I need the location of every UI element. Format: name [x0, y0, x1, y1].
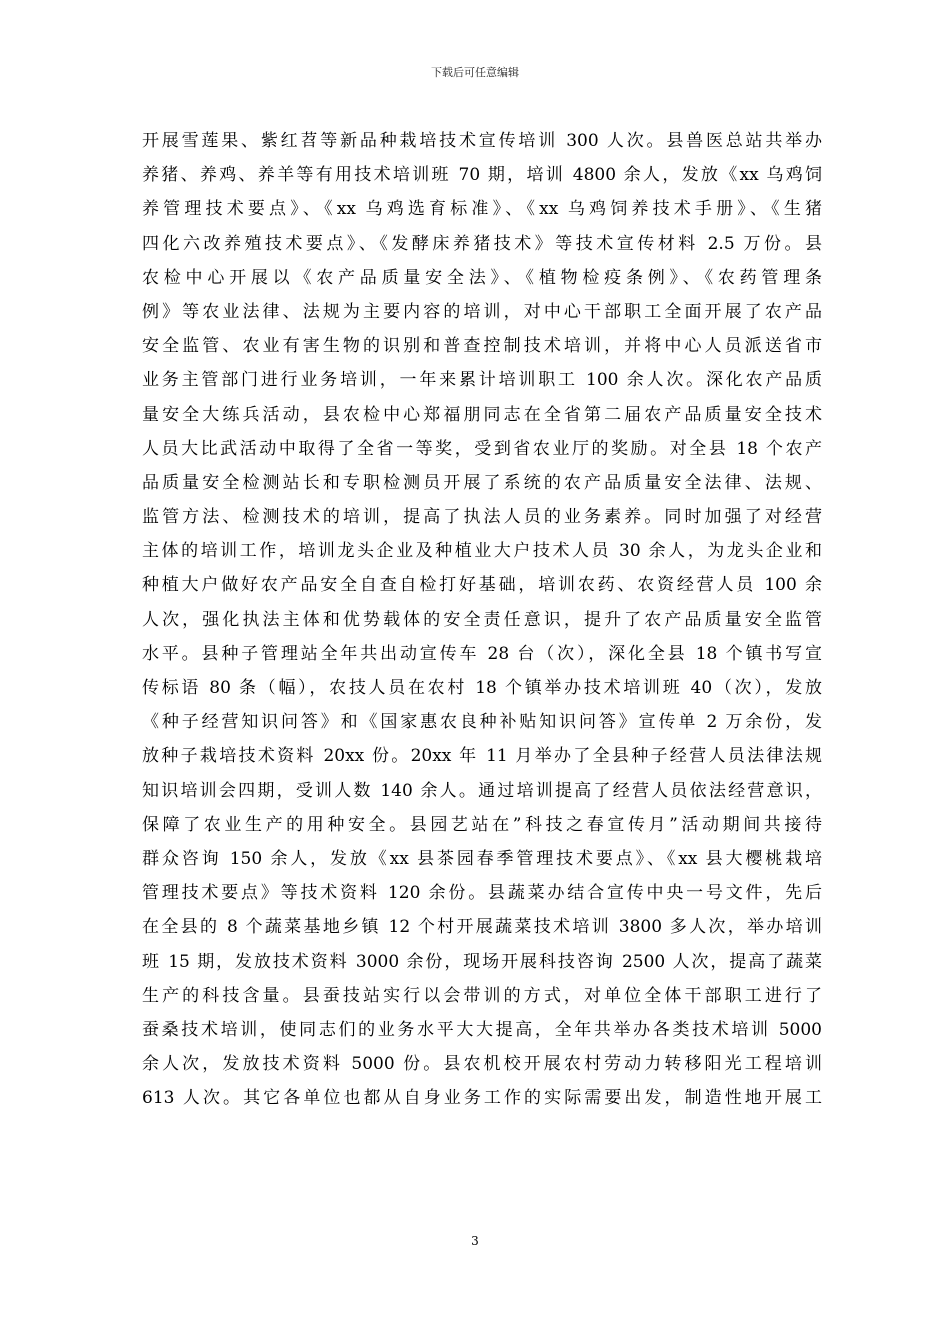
text-line: 养猪、养鸡、养羊等有用技术培训班 70 期，培训 4800 余人，发放《xx 乌鸡饲 [142, 165, 822, 186]
text-line: 管理技术要点》等技术资料 120 余份。县蔬菜办结合宣传中央一号文件，先后 [142, 883, 822, 904]
text-line: 在全县的 8 个蔬菜基地乡镇 12 个村开展蔬菜技术培训 3800 多人次，举办培训 [142, 917, 822, 938]
text-line: 养管理技术要点》、《xx 乌鸡选育标准》、《xx 乌鸡饲养技术手册》、《生猪 [142, 199, 822, 220]
text-line: 班 15 期，发放技术资料 3000 余份，现场开展科技咨询 2500 人次，提高了蔬菜 [142, 951, 822, 972]
text-line: 农检中心开展以《农产品质量安全法》、《植物检疫条例》、《农药管理条 [142, 267, 822, 288]
text-line: 知识培训会四期，受训人数 140 余人。通过培训提高了经营人员依法经营意识， [142, 780, 822, 801]
text-line: 蚕桑技术培训，使同志们的业务水平大大提高，全年共举办各类技术培训 5000 [142, 1019, 822, 1040]
text-line: 量安全大练兵活动，县农检中心郑福朋同志在全省第二届农产品质量安全技术 [142, 404, 822, 425]
text-line: 业务主管部门进行业务培训，一年来累计培训职工 100 余人次。深化农产品质 [142, 370, 822, 391]
text-line: 品质量安全检测站长和专职检测员开展了系统的农产品质量安全法律、法规、 [142, 472, 822, 493]
text-line: 保障了农业生产的用种安全。县园艺站在”科技之春宣传月”活动期间共接待 [142, 814, 822, 835]
text-line: 四化六改养殖技术要点》、《发酵床养猪技术》等技术宣传材料 2.5 万份。县 [142, 233, 822, 254]
text-line: 例》等农业法律、法规为主要内容的培训，对中心干部职工全面开展了农产品 [142, 301, 822, 322]
text-line: 人员大比武活动中取得了全省一等奖，受到省农业厅的奖励。对全县 18 个农产 [142, 438, 822, 459]
text-line: 《种子经营知识问答》和《国家惠农良种补贴知识问答》宣传单 2 万余份，发 [142, 712, 822, 733]
text-line: 群众咨询 150 余人，发放《xx 县茶园春季管理技术要点》、《xx 县大樱桃栽培 [142, 848, 822, 869]
text-line: 生产的科技含量。县蚕技站实行以会带训的方式，对单位全体干部职工进行了 [142, 985, 822, 1006]
page-header: 下载后可任意编辑 [431, 66, 519, 79]
text-line: 余人次，发放技术资料 5000 份。县农机校开展农村劳动力转移阳光工程培训 [142, 1054, 822, 1075]
text-line: 传标语 80 条（幅），农技人员在农村 18 个镇举办技术培训班 40（次），发放 [142, 678, 822, 698]
text-line: 水平。县种子管理站全年共出动宣传车 28 台（次），深化全县 18 个镇书写宣 [142, 643, 822, 664]
text-line: 主体的培训工作，培训龙头企业及种植业大户技术人员 30 余人，为龙头企业和 [142, 541, 822, 562]
text-line: 人次，强化执法主体和优势载体的安全责任意识，提升了农产品质量安全监管 [142, 609, 822, 630]
text-line: 种植大户做好农产品安全自查自检打好基础，培训农药、农资经营人员 100 余 [142, 575, 822, 596]
text-line: 放种子栽培技术资料 20xx 份。20xx 年 11 月举办了全县种子经营人员法律法规 [142, 746, 822, 767]
text-line: 开展雪莲果、紫红苕等新品种栽培技术宣传培训 300 人次。县兽医总站共举办 [142, 131, 822, 151]
text-line: 监管方法、检测技术的培训，提高了执法人员的业务素养。同时加强了对经营 [142, 507, 822, 528]
page-number: 3 [471, 1234, 479, 1248]
text-line: 安全监管、农业有害生物的识别和普查控制技术培训，并将中心人员派送省市 [142, 336, 822, 357]
body-paragraph [142, 124, 822, 1115]
text-line: 613 人次。其它各单位也都从自身业务工作的实际需要出发，制造性地开展工 [142, 1088, 822, 1109]
